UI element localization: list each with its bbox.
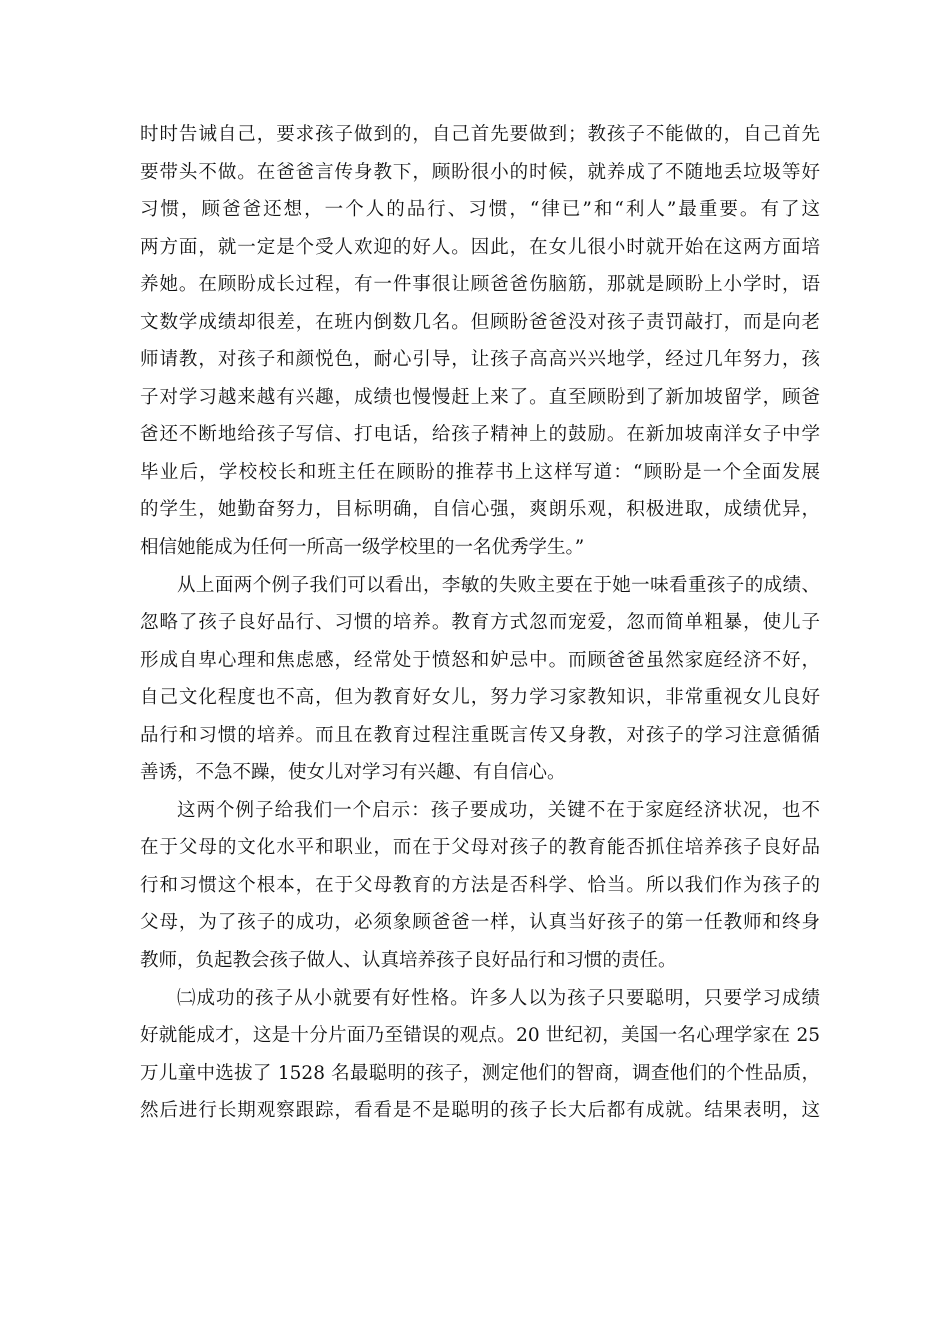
paragraph-2 (140, 567, 820, 792)
text-line: 品行和习惯的培养。而且在教育过程注重既言传又身教，对孩子的学习注意循循 (140, 724, 820, 746)
text-line: 养她。在顾盼成长过程，有一件事很让顾爸爸伤脑筋，那就是顾盼上小学时，语 (140, 274, 820, 296)
text-line: 形成自卑心理和焦虑感，经常处于愤怒和妒忌中。而顾爸爸虽然家庭经济不好， (140, 649, 820, 671)
text-line: 这两个例子给我们一个启示：孩子要成功，关键不在于家庭经济状况，也不 (177, 799, 820, 821)
paragraph-3 (140, 792, 820, 980)
text-line: 忽略了孩子良好品行、习惯的培养。教育方式忽而宠爱，忽而简单粗暴，使儿子 (140, 612, 820, 634)
text-line: 自己文化程度也不高，但为教育好女儿，努力学习家教知识，非常重视女儿良好 (140, 687, 820, 709)
paragraph-4 (140, 980, 820, 1130)
body-text (140, 116, 820, 1130)
text-line: 习惯，顾爸爸还想，一个人的品行、习惯，“律已”和“利人”最重要。有了这 (140, 199, 820, 221)
text-line: 时时告诫自己，要求孩子做到的，自己首先要做到；教孩子不能做的，自己首先 (140, 124, 820, 145)
text-line: 然后进行长期观察跟踪，看看是不是聪明的孩子长大后都有成就。结果表明，这 (140, 1100, 820, 1122)
text-line: 好就能成才，这是十分片面乃至错误的观点。20 世纪初，美国一名心理学家在 25 (140, 1025, 820, 1047)
text-line: 师请教，对孩子和颜悦色，耐心引导，让孩子高高兴兴地学，经过几年努力，孩 (140, 349, 820, 371)
text-line: 要带头不做。在爸爸言传身教下，顾盼很小的时候，就养成了不随地丢垃圾等好 (140, 161, 820, 183)
text-line: 教师，负起教会孩子做人、认真培养孩子良好品行和习惯的责任。 (140, 950, 677, 972)
text-line: 文数学成绩却很差，在班内倒数几名。但顾盼爸爸没对孩子责罚敲打，而是向老 (140, 311, 820, 333)
text-line: 万儿童中选拔了 1528 名最聪明的孩子，测定他们的智商，调查他们的个性品质， (140, 1062, 820, 1084)
text-line: 的学生，她勤奋努力，目标明确，自信心强，爽朗乐观，积极进取，成绩优异， (140, 499, 820, 521)
text-line: 善诱，不急不躁，使女儿对学习有兴趣、有自信心。 (140, 762, 566, 784)
text-line: 在于父母的文化水平和职业，而在于父母对孩子的教育能否抓住培养孩子良好品 (140, 837, 820, 859)
text-line: 两方面，就一定是个受人欢迎的好人。因此，在女儿很小时就开始在这两方面培 (140, 236, 820, 258)
text-line: 相信她能成为任何一所高一级学校里的一名优秀学生。” (140, 537, 585, 559)
text-line: 子对学习越来越有兴趣，成绩也慢慢赶上来了。直至顾盼到了新加坡留学，顾爸 (140, 386, 820, 408)
text-line: 毕业后，学校校长和班主任在顾盼的推荐书上这样写道：“顾盼是一个全面发展 (140, 461, 820, 483)
text-line: 父母，为了孩子的成功，必须象顾爸爸一样，认真当好孩子的第一任教师和终身 (140, 912, 820, 934)
text-line: 爸还不断地给孩子写信、打电话，给孩子精神上的鼓励。在新加坡南洋女子中学 (140, 424, 820, 446)
paragraph-1 (140, 116, 820, 567)
text-line: 行和习惯这个根本，在于父母教育的方法是否科学、恰当。所以我们作为孩子的 (140, 874, 820, 896)
text-line: ㈡成功的孩子从小就要有好性格。许多人以为孩子只要聪明，只要学习成绩 (177, 987, 820, 1009)
text-line: 从上面两个例子我们可以看出，李敏的失败主要在于她一味看重孩子的成绩、 (177, 574, 820, 596)
